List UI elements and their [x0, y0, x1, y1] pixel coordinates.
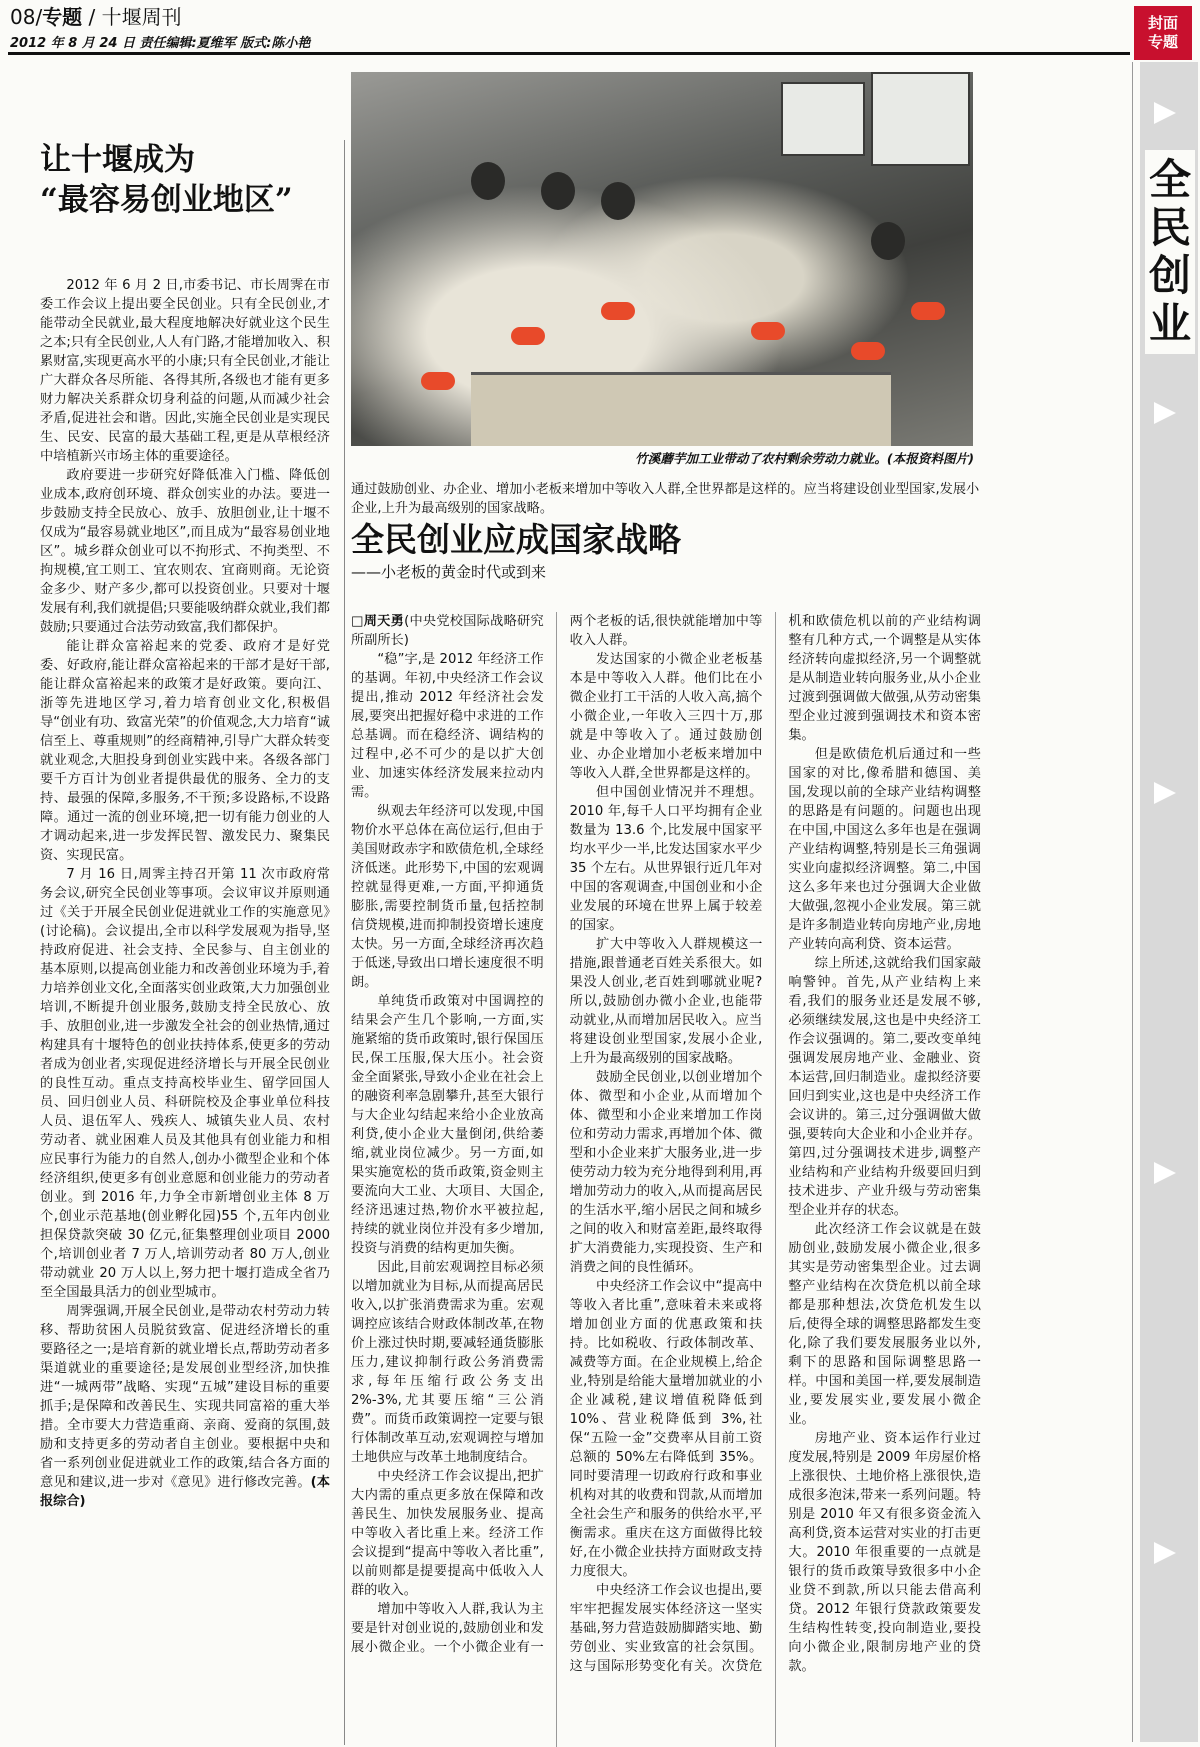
main-paragraph: 此次经济工作会议就是在鼓励创业,鼓励发展小微企业,很多其实是劳动密集型企业。过去调整产业结构在次贷危机以前全球都是那种想法,次贷危机发生以后,使得全球的调整思路都发生变化,除了我们要发展服务业以外,剩下的思路和国际调整思路一样。中国和美国一样,要发展制造业,要发展实业,要发展小微企业。 [788, 1222, 981, 1427]
photo-glove [911, 302, 945, 320]
main-paragraph: 中央经济工作会议中“提高中等收入者比重”,意味着未来或将增加创业方面的优惠政策和扶持。比如税收、行政体制改革、减费等方面。在企业规模上,给企业,特别是给能大量增加就业的小企业减税,建议增值税降低到 10%、营业税降低到 3%,社保“五险一金”交费率从目前工资总额的 50%左右降低到 35%。同时要清理一切政府行政和事业机构对其的收费和罚款,从而增加全社会生产和服务的供给水平,平衡需求。重庆在这方面做得比较好,在小微企业扶持方面财政支持力度很大。 [569, 1279, 763, 1579]
left-paragraph [40, 1302, 330, 1511]
main-paragraph: 纵观去年经济可以发现,中国物价水平总体在高位运行,但由于美国财政赤字和欧债危机,全球经济低迷。此形势下,中国的宏观调控就显得更难,一方面,平抑通货膨胀,需要控制货币量,包括控制信贷规模,进而抑制投资增长速度太快。另一方面,全球经济再次趋于低迷,导致出口增长速度很不明朗。 [351, 804, 544, 990]
dateline: 2012 年 8 月 24 日 责任编辑:夏维军 版式:陈小艳 [10, 36, 311, 51]
top-rule [8, 52, 1130, 55]
main-article-subtitle: ——小老板的黄金时代或到来 [351, 563, 547, 581]
photo-window [781, 82, 865, 156]
left-title-line1: 让十堰成为 [40, 142, 195, 178]
rail-arrow-icon [1154, 782, 1176, 804]
rail-divider [1132, 62, 1133, 1742]
photo-conveyor [471, 372, 891, 446]
rail-arrow-icon [1154, 402, 1176, 424]
main-paragraph: 中央经济工作会议提出,把扩大内需的重点更多放在保障和改善民生、加快发展服务业、提高中等收入者比重上来。经济工作会议提到“提高中等收入者比重”,以前则都是提要提高中低收入人群的收入。 [351, 1469, 544, 1598]
photo-glove [511, 327, 545, 345]
publication-name: 十堰周刊 [101, 5, 182, 29]
left-paragraph: 7 月 16 日,周霁主持召开第 11 次市政府常务会议,研究全民创业等事项。会议审议并原则通过《关于开展全民创业促进就业工作的实施意见》(讨论稿)。会议提出,全市以科学发展观为指导,坚持政府促进、社会支持、全民参与、自主创业的基本原则,以提高创业能力和改善创业环境为手,着力培养创业文化,全面落实创业政策,大力加强创业培训,不断提升创业服务,鼓励支持全民放心、放手、放胆创业,进一步激发全社会的创业热情,通过构建具有十堰特色的创业扶持体系,使更多的劳动者成为创业者,实现促进经济增长与开展全民创业的良性互动。重点支持高校毕业生、留学回国人员、回归创业人员、科研院校及企事业单位科技人员、退伍军人、残疾人、城镇失业人员、农村劳动者、就业困难人员及其他具有创业能力和相应民事行为能力的自然人,创办小微型企业和个体经济组织,使更多有创业意愿和创业能力的劳动者创业。到 2016 年,力争全市新增创业主体 8 万个,创业示范基地(创业孵化园)55 个,五年内创业担保贷款突破 30 亿元,征集整理创业项目 2000 个,培训创业者 7 万人,培训劳动者 80 万人,创业带动就业 20 万人以上,努力把十堰打造成全省乃至全国最具活力的创业型城市。 [40, 867, 330, 1300]
main-paragraph: 中央经济工作会议也提出,要牢牢把握发展实体经济这一坚实基础,努力营造鼓励脚踏实地、勤劳创业、实业致富的社会氛围。这与国际形势变化有关。次贷危机和欧债危机以前的产业结构调整有几种方式,一个调整是从实体经济转向虚拟经济,另一个调整就是从制造业转向服务业,从小企业过渡到强调做大做强,从劳动密集型企业过渡到强调技术和资本密集。 [569, 614, 981, 1674]
photo-worker [471, 162, 505, 200]
main-paragraph: 但是欧债危机后通过和一些国家的对比,像希腊和德国、美国,发现以前的全球产业结构调整的思路是有问题的。问题也出现在中国,中国这么多年也是在强调产业结构调整,特别是长三角强调实业向虚拟经济调整。第二,中国这么多年来也过分强调大企业做大做强,忽视小企业发展。第三就是许多制造业转向房地产业,房地产业转向高利贷、资本运营。 [788, 747, 981, 952]
article-photo [351, 72, 973, 446]
main-paragraph: 发达国家的小微企业老板基本是中等收入人群。他们比在小微企业打工干活的人收入高,搞个小微企业,一年收入三四十万,那就是中等收入了。通过鼓励创业、办企业增加小老板来增加中等收入人群,全世界都是这样的。 [569, 652, 763, 781]
photo-window [871, 72, 970, 166]
left-title-line2: “最容易创业地区” [40, 182, 293, 218]
photo-caption: 竹溪蘑芋加工业带动了农村剩余劳动力就业。(本报资料图片) [635, 451, 974, 466]
author-affiliation: (中央党校国际战略研究所副所长) [351, 614, 544, 648]
photo-worker [601, 182, 635, 220]
badge-line1: 封面 [1147, 14, 1178, 32]
article-lead: 通过鼓励创业、办企业、增加小老板来增加中等收入人群,全世界都是这样的。应当将建设创业型国家,发展小企业,上升为最高级别的国家战略。 [351, 482, 980, 516]
photo-glove [751, 322, 785, 340]
masthead [10, 4, 1130, 51]
section-name: 专题 [42, 5, 83, 29]
main-paragraph: 增加中等收入人群,我认为主要是针对创业说的,鼓励创业和发展小微企业。一个小微企业有一两个老板的话,很快就能增加中等收入人群。 [351, 614, 763, 1655]
main-paragraph: 鼓励全民创业,以创业增加个体、微型和小企业,从而增加个体、微型和小企业来增加工作岗位和劳动力需求,再增加个体、微型和小企业来扩大服务业,进一步使劳动力较为充分地得到利用,再增加劳动力的收入,从而提高居民的生活水平,缩小居民之间和城乡之间的收入和财富差距,最终取得扩大消费能力,实现投资、生产和消费之间的良性循环。 [569, 1070, 763, 1275]
photo-glove [851, 342, 885, 360]
left-paragraph: 2012 年 6 月 2 日,市委书记、市长周霁在市委工作会议上提出要全民创业。只有全民创业,才能带动全民就业,最大程度地解决好就业这个民生之本;只有全民创业,人人有门路,才能增加收入、积累财富,实现更高水平的小康;只有全民创业,才能让广大群众各尽所能、各得其所,各级也才能有更多财力解决关系群众切身利益的问题,从而减少社会矛盾,促进社会和谐。因此,实施全民创业是实现民生、民安、民富的最大基础工程,更是从草根经济中培植新兴市场主体的重要途径。 [40, 278, 330, 464]
photo-glove [421, 372, 455, 390]
left-article-title [40, 140, 330, 220]
left-article-body [40, 276, 330, 1511]
left-article [40, 140, 330, 1511]
source-note: (本报综合) [40, 1475, 330, 1509]
page-number: 08/ [10, 5, 43, 29]
main-paragraph: 单纯货币政策对中国调控的结果会产生几个影响,一方面,实施紧缩的货币政策时,银行保国压民,保工压服,保大压小。社会资金全面紧张,导致小企业在社会上的融资利率急剧攀升,甚至大银行与大企业勾结起来给小企业放高利贷,使小企业大量倒闭,供给萎缩,就业岗位减少。另一方面,如果实施宽松的货币政策,资金则主要流向大工业、大项目、大国企,经济迅速过热,物价水平被拉起,持续的就业岗位并没有多少增加,投资与消费的结构更加失衡。 [351, 994, 544, 1256]
masthead-slash: / [82, 5, 102, 29]
main-paragraph: 但中国创业情况并不理想。2010 年,每千人口平均拥有企业数量为 13.6 个,比发展中国家平均水平少一半,比发达国家水平少 35 个左右。从世界银行近几年对中国的客观调查,中国创业和小企业发展的环境在世界上属于较差的国家。 [569, 785, 763, 933]
section-vertical-title: 全民创业 [1145, 150, 1195, 354]
left-paragraph-text: 周霁强调,开展全民创业,是带动农村劳动力转移、帮助贫困人员脱贫致富、促进经济增长的重要路径之一;是培育新的就业增长点,帮助劳动者多渠道就业的重要途径;是发展创业型经济,加快推进“一城两带”战略、实现“五城”建设目标的重要抓手;是保障和改善民生、实现共同富裕的重大举措。全市要大力营造重商、亲商、爱商的氛围,鼓励和支持更多的劳动者自主创业。要根据中央和省一系列创业促进就业工作的政策,结合各方面的意见和建议,进一步对《意见》进行修改完善。 [40, 1304, 330, 1490]
main-paragraph: 因此,目前宏观调控目标必须以增加就业为目标,从而提高居民收入,以扩张消费需求为重。宏观调控应该结合财政体制改革,在物价上涨过快时期,要减轻通货膨胀压力,建议抑制行政公务消费需求,每年压缩行政公务支出 2%-3%,尤其要压缩“三公消费”。而货币政策调控一定要与银行体制改革互动,宏观调控与增加土地供应与改革土地制度结合。 [351, 1260, 544, 1465]
masthead-title [10, 6, 182, 28]
left-paragraph: 能让群众富裕起来的党委、政府才是好党委、好政府,能让群众富裕起来的干部才是好干部,能让群众富裕起来的政策才是好政策。要向江、浙等先进地区学习,着力培育创业文化,积极倡导“创业有功、致富光荣”的价值观念,大力培育“诚信至上、尊重规则”的经商精神,引导广大群众转变就业观念,大胆投身到创业实践中来。各级各部门要千方百计为创业者提供最优的服务、全力的支持、最强的保障,多服务,不干预;多设路标,不设路障。通过一流的创业环境,把一切有能力创业的人才调动起来,进一步发挥民智、激发民力、聚集民资、实现民富。 [40, 639, 330, 863]
section-badge [1134, 6, 1192, 60]
photo-worker [871, 222, 905, 260]
column-divider [344, 140, 345, 1745]
main-paragraph: 房地产业、资本运作行业过度发展,特别是 2009 年房屋价格上涨很快、土地价格上涨很快,造成很多泡沫,带来一系列问题。特别是 2010 年又有很多资金流入高利贷,资本运营对实业的打击更大。2010 年很重要的一点就是银行的货币政策导致很多中小企业贷不到款,所以只能去借高利贷。2012 年银行贷款政策要发生结构性转变,投向制造业,要投向小微企业,限制房地产业的贷款。 [788, 1431, 981, 1674]
left-paragraph: 政府要进一步研究好降低准入门槛、降低创业成本,政府创环境、群众创实业的办法。要进一步鼓励支持全民放心、放手、放胆创业,让十堰不仅成为“最容易就业地区”,而且成为“最容易创业地区”。城乡群众创业可以不拘形式、不拘类型、不拘规模,宜工则工、宜农则农、宜商则商。无论资金多少、财产多少,都可以投资创业。只要对十堰发展有利,我们就提倡;只要能吸纳群众就业,我们都鼓励;只要通过合法劳动致富,我们都保护。 [40, 468, 330, 635]
main-paragraph: 综上所述,这就给我们国家敲响警钟。首先,从产业结构上来看,我们的服务业还是发展不够,必须继续发展,这也是中央经济工作会议强调的。第二,要改变单纯强调发展房地产业、金融业、资本运营,回归制造业。虚拟经济要回归到实业,这也是中央经济工作会议讲的。第三,过分强调做大做强,要转向大企业和小企业并存。第四,过分强调技术进步,调整产业结构和产业结构升级要回归到技术进步、产业升级与劳动密集型企业并存的状态。 [788, 956, 981, 1218]
photo-worker [541, 172, 575, 210]
rail-arrow-icon [1154, 102, 1176, 124]
photo-glove [601, 302, 635, 320]
main-article-title: 全民创业应成国家战略 [351, 520, 681, 559]
main-paragraph: 扩大中等收入人群规模这一措施,跟普通老百姓关系很大。如果没人创业,老百姓到哪就业呢?所以,鼓励创办微小企业,也能带动就业,从而增加居民收入。应当将建设创业型国家,发展小企业,上升为最高级别的国家战略。 [569, 937, 763, 1066]
byline [351, 612, 544, 650]
main-article-body [351, 612, 981, 1747]
main-paragraph: “稳”字,是 2012 年经济工作的基调。年初,中央经济工作会议提出,推动 2012 年经济社会发展,要突出把握好稳中求进的工作总基调。而在稳经济、调结构的过程中,必不可少的是以扩大创业、加速实体经济发展来拉动内需。 [351, 652, 544, 800]
author-name: □周天勇 [351, 614, 405, 629]
rail-arrow-icon [1154, 1542, 1176, 1564]
rail-arrow-icon [1154, 1162, 1176, 1184]
badge-line2: 专题 [1147, 33, 1178, 51]
